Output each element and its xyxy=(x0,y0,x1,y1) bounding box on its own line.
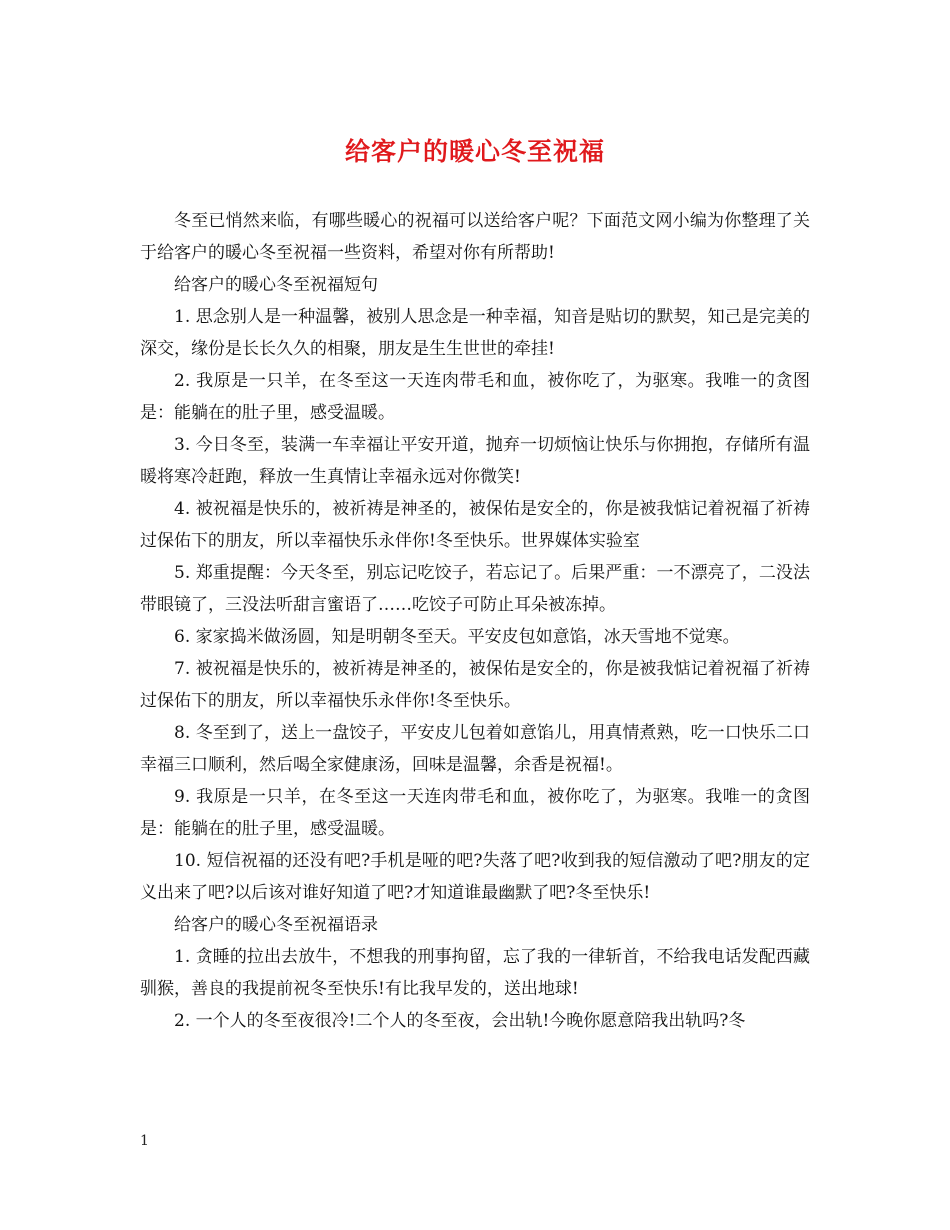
document-body xyxy=(140,205,810,1037)
paragraph-item: 4. 被祝福是快乐的，被祈祷是神圣的，被保佑是安全的，你是被我惦记着祝福了祈祷过保佑下的朋友，所以幸福快乐永伴你!冬至快乐。世界媒体实验室 xyxy=(140,499,810,551)
paragraph-item: 1. 贪睡的拉出去放牛，不想我的刑事拘留，忘了我的一律斩首，不给我电话发配西藏驯猴，善良的我提前祝冬至快乐!有比我早发的，送出地球! xyxy=(140,947,810,999)
paragraph-intro: 冬至已悄然来临，有哪些暖心的祝福可以送给客户呢？下面范文网小编为你整理了关于给客户的暖心冬至祝福一些资料，希望对你有所帮助! xyxy=(140,211,810,263)
section-heading-short-phrases: 给客户的暖心冬至祝福短句 xyxy=(174,275,378,295)
section-heading-quotes: 给客户的暖心冬至祝福语录 xyxy=(174,915,378,935)
paragraph-item: 3. 今日冬至，装满一车幸福让平安开道，抛弃一切烦恼让快乐与你拥抱，存储所有温暖将寒冷赶跑，释放一生真情让幸福永远对你微笑! xyxy=(140,435,810,487)
paragraph-item: 10. 短信祝福的还没有吧?手机是哑的吧?失落了吧?收到我的短信激动了吧?朋友的定义出来了吧?以后该对谁好知道了吧?才知道谁最幽默了吧?冬至快乐! xyxy=(140,851,810,903)
paragraph-item: 1. 思念别人是一种温馨，被别人思念是一种幸福，知音是贴切的默契，知己是完美的深交，缘份是长长久久的相聚，朋友是生生世世的牵挂! xyxy=(140,307,810,359)
paragraph-item: 2. 我原是一只羊，在冬至这一天连肉带毛和血，被你吃了，为驱寒。我唯一的贪图是：能躺在的肚子里，感受温暖。 xyxy=(140,371,810,423)
page-title: 给客户的暖心冬至祝福 xyxy=(344,137,605,166)
paragraph-item: 7. 被祝福是快乐的，被祈祷是神圣的，被保佑是安全的，你是被我惦记着祝福了祈祷过保佑下的朋友，所以幸福快乐永伴你!冬至快乐。 xyxy=(140,659,810,711)
paragraph-item: 2. 一个人的冬至夜很冷!二个人的冬至夜，会出轨!今晚你愿意陪我出轨吗?冬 xyxy=(174,1011,746,1031)
paragraph-item: 9. 我原是一只羊，在冬至这一天连肉带毛和血，被你吃了，为驱寒。我唯一的贪图是：能躺在的肚子里，感受温暖。 xyxy=(140,787,810,839)
paragraph-item: 6. 家家捣米做汤圆，知是明朝冬至天。平安皮包如意馅，冰天雪地不觉寒。 xyxy=(174,627,740,647)
page-number: 1 xyxy=(140,1133,149,1149)
paragraph-item: 8. 冬至到了，送上一盘饺子，平安皮儿包着如意馅儿，用真情煮熟，吃一口快乐二口幸福三口顺利，然后喝全家健康汤，回味是温馨，余香是祝福!。 xyxy=(140,723,810,775)
paragraph-item: 5. 郑重提醒：今天冬至，别忘记吃饺子，若忘记了。后果严重：一不漂亮了，二没法带眼镜了，三没法听甜言蜜语了……吃饺子可防止耳朵被冻掉。 xyxy=(140,563,810,615)
